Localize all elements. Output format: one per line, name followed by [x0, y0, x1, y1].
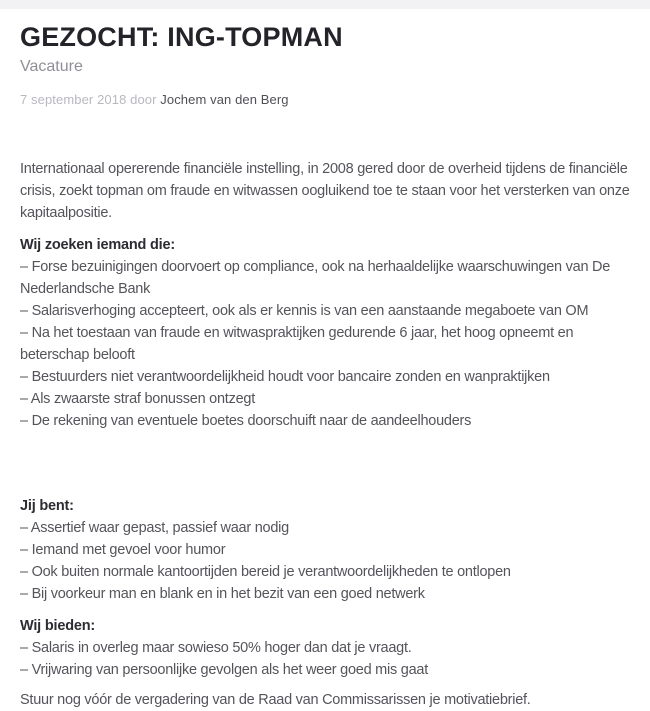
list-item: – Iemand met gevoel voor humor	[20, 542, 226, 558]
list-item: – Ook buiten normale kantoortijden bereid je verantwoordelijkheden te ontlopen	[20, 564, 511, 580]
closing-paragraph: Stuur nog vóór de vergadering van de Raad van Commissarissen je motivatiebrief.	[20, 692, 531, 708]
list-item: – Salarisverhoging accepteert, ook als er kennis is van een aanstaande megaboete van OM	[20, 303, 589, 319]
list-item: – Assertief waar gepast, passief waar nodig	[20, 520, 289, 536]
byline-connector: door	[130, 92, 157, 107]
section-gap	[20, 432, 632, 485]
article-title: GEZOCHT: ING-TOPMAN	[20, 22, 343, 52]
list-item: – Vrijwaring van persoonlijke gevolgen als het weer goed mis gaat	[20, 662, 428, 678]
intro-paragraph: Internationaal opererende financiële instelling, in 2008 gered door de overheid tijdens de financiële crisis, zoekt topman om fraude en witwassen oogluikend toe te staan voor het versterken van onze kapitaalpositie.	[20, 161, 630, 221]
post-date: 7 september 2018	[20, 92, 127, 107]
section-heading-wij-bieden: Wij bieden:	[20, 618, 96, 634]
list-item: – Forse bezuinigingen doorvoert op compliance, ook na herhaaldelijke waarschuwingen van De Nederlandsche Bank	[20, 259, 611, 297]
list-item: – Bij voorkeur man en blank en in het bezit van een goed netwerk	[20, 586, 425, 602]
list-item: – Na het toestaan van fraude en witwaspraktijken gedurende 6 jaar, het hoog opneemt en beterschap belooft	[20, 325, 574, 363]
article-header	[20, 23, 630, 107]
list-item: – De rekening van eventuele boetes doorschuift naar de aandeelhouders	[20, 413, 472, 429]
list-item: – Als zwaarste straf bonussen ontzegt	[20, 391, 255, 407]
section-heading-wij-zoeken: Wij zoeken iemand die:	[20, 237, 176, 253]
author-link[interactable]: Jochem van den Berg	[160, 92, 289, 107]
content-container	[0, 23, 650, 711]
section-heading-jij-bent: Jij bent:	[20, 498, 74, 514]
byline	[20, 92, 630, 107]
list-item: – Salaris in overleg maar sowieso 50% hoger dan dat je vraagt.	[20, 640, 412, 656]
category-link[interactable]: Vacature	[20, 58, 83, 75]
top-strip	[0, 0, 650, 9]
article-body	[20, 158, 632, 711]
list-item: – Bestuurders niet verantwoordelijkheid houdt voor bancaire zonden en wanpraktijken	[20, 369, 550, 385]
